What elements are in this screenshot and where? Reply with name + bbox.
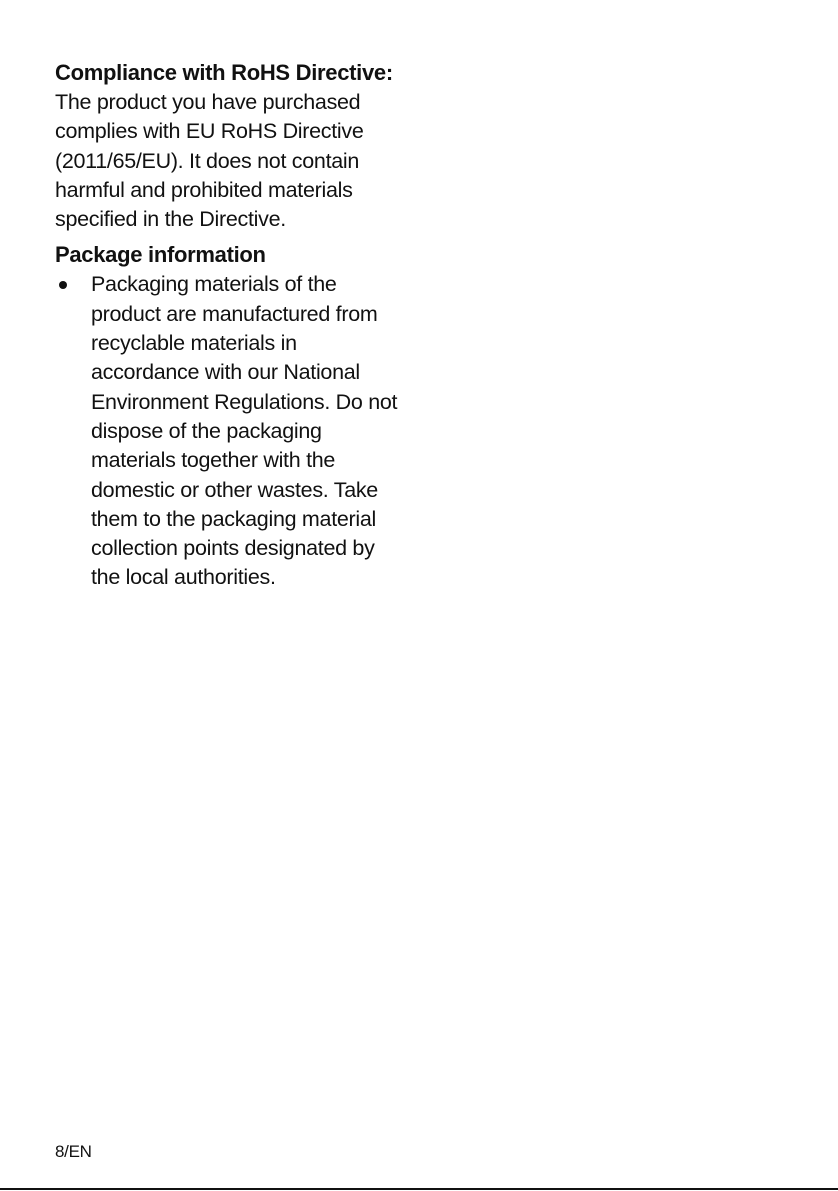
package-line: Environment Regulations. Do not <box>91 389 398 414</box>
page-number: 8/EN <box>55 1142 92 1161</box>
package-line: the local authorities. <box>91 565 276 590</box>
package-line: Packaging materials of the <box>91 272 337 297</box>
package-heading: Package information <box>55 242 266 268</box>
bullet-dot-icon <box>59 281 67 289</box>
rohs-line: The product you have purchased <box>55 90 361 114</box>
package-bullet-item <box>55 270 405 592</box>
package-line: accordance with our National <box>91 360 360 385</box>
rohs-heading: Compliance with RoHS Directive: <box>55 60 393 85</box>
text-column <box>55 58 405 593</box>
rohs-line: complies with EU RoHS Directive <box>55 119 364 144</box>
rohs-line: harmful and prohibited materials <box>55 177 353 202</box>
package-line: dispose of the packaging <box>91 418 322 443</box>
package-line: collection points designated by <box>91 536 375 561</box>
package-bullet-text <box>91 270 405 592</box>
rohs-line: (2011/65/EU). It does not contain <box>55 148 360 173</box>
rohs-paragraph <box>55 88 405 234</box>
package-line: product are manufactured from <box>91 301 378 326</box>
package-line: domestic or other wastes. Take <box>91 477 378 502</box>
package-line: materials together with the <box>91 448 336 473</box>
package-line: them to the packaging material <box>91 506 376 531</box>
bottom-divider <box>0 1188 838 1190</box>
rohs-line: specified in the Directive. <box>55 207 286 232</box>
package-line: recyclable materials in <box>91 331 297 356</box>
